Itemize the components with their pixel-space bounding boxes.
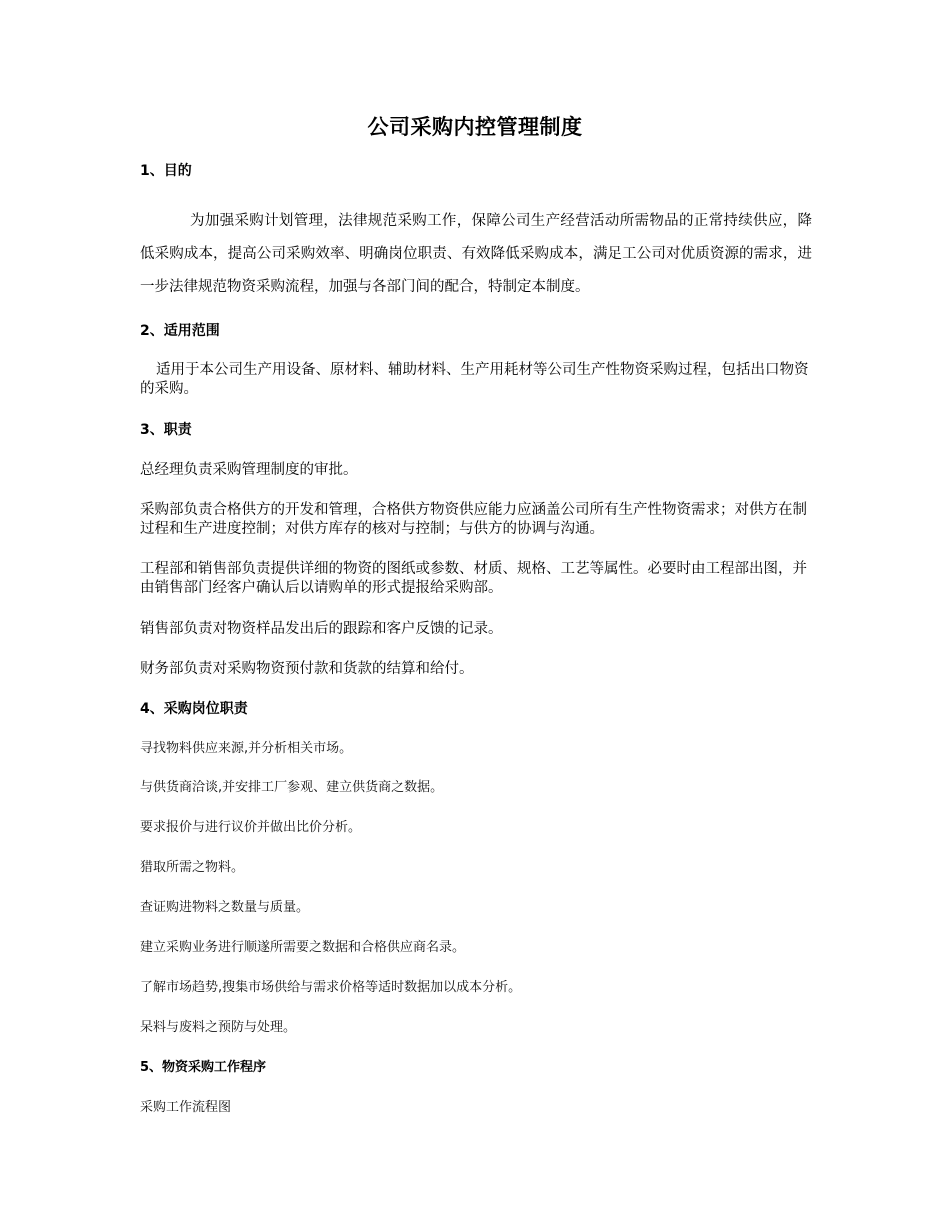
duty-item: 总经理负责采购管理制度的审批。	[140, 462, 358, 478]
duty-item: 销售部负责对物资样品发出后的跟踪和客户反馈的记录。	[140, 621, 503, 637]
section-heading-job-duties: 4、采购岗位职责	[140, 701, 248, 717]
job-duty-item: 呆料与废料之预防与处理。	[140, 1020, 297, 1035]
section-heading-procedure: 5、物资采购工作程序	[140, 1060, 267, 1075]
job-duty-item: 与供货商洽谈,并安排工厂参观、建立供货商之数据。	[140, 780, 444, 795]
section-paragraph-purpose: 为加强采购计划管理，法律规范采购工作，保障公司生产经营活动所需物品的正常持续供应，降低采购成本，提高公司采购效率、明确岗位职责、有效降低采购成本，满足工公司对优质资源的需求，进一步法律规范物资采购流程，加强与各部门间的配合，特制定本制度。	[140, 213, 812, 295]
duty-item: 工程部和销售部负责提供详细的物资的图纸或参数、材质、规格、工艺等属性。必要时由工程部出图，并由销售部门经客户确认后以请购单的形式提报给采购部。	[140, 561, 807, 596]
job-duty-item: 了解市场趋势,搜集市场供给与需求价格等适时数据加以成本分析。	[140, 980, 522, 995]
section-paragraph-scope: 适用于本公司生产用设备、原材料、辅助材料、生产用耗材等公司生产性物资采购过程，包括出口物资的采购。	[140, 362, 809, 397]
job-duty-item: 猎取所需之物料。	[140, 860, 245, 875]
section-heading-duties: 3、职责	[140, 422, 192, 438]
job-duty-item: 寻找物料供应来源,并分析相关市场。	[140, 741, 353, 756]
job-duty-item: 查证购进物料之数量与质量。	[140, 900, 310, 915]
duty-item: 采购部负责合格供方的开发和管理，合格供方物资供应能力应涵盖公司所有生产性物资需求；对供方在制过程和生产进度控制；对供方库存的核对与控制；与供方的协调与沟通。	[140, 502, 807, 537]
section-paragraph-procedure: 采购工作流程图	[140, 1100, 232, 1115]
section-heading-purpose: 1、目的	[140, 163, 192, 179]
duty-item: 财务部负责对采购物资预付款和货款的结算和给付。	[140, 661, 474, 677]
document-title: 公司采购内控管理制度	[367, 115, 583, 139]
job-duty-item: 要求报价与进行议价并做出比价分析。	[140, 820, 362, 835]
section-heading-scope: 2、适用范围	[140, 323, 220, 339]
job-duty-item: 建立采购业务进行顺遂所需要之数据和合格供应商名录。	[140, 940, 466, 955]
